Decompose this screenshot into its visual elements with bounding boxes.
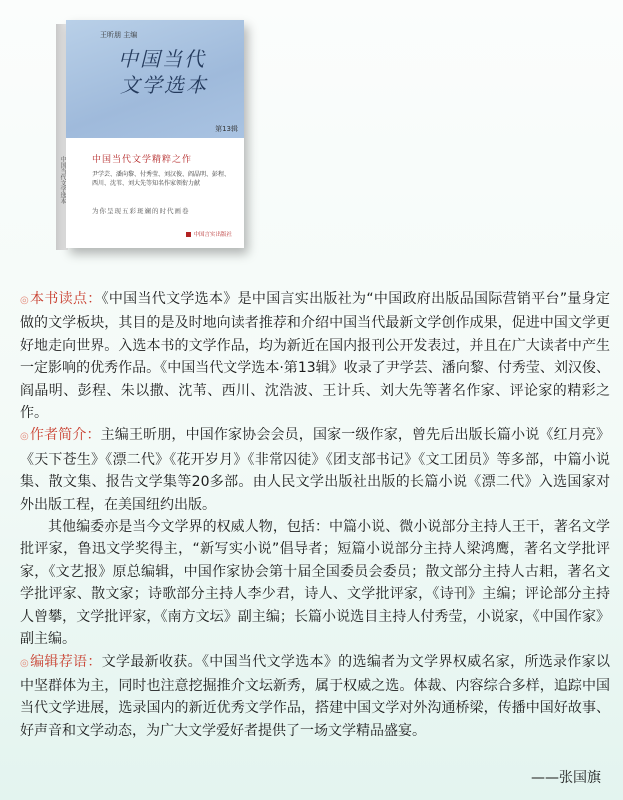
author-intro-label: 作者简介： (29, 427, 101, 444)
description-content (20, 288, 610, 742)
book-publisher: 中国言实出版社 (186, 230, 232, 238)
bullet-dot-icon: ◎ (20, 295, 30, 306)
bullet-dot-icon: ◎ (20, 657, 30, 669)
highlights-paragraph (20, 288, 610, 424)
author-intro-text: 主编王昕朋，中国作家协会会员，国家一级作家，曾先后出版长篇小说《红月亮》《天下苍生》《漂二代》《花开岁月》《非常囚徒》《团支部书记》《文工团员》等多部，中篇小说集、散文集、报告文学集等20多部。由人民文学出版社出版的长篇小说《漂二代》入选国家对外出版工程，在美国纽约出版。 (20, 427, 611, 513)
spine-text: 中国当代文学选本 (59, 156, 66, 204)
book-cover (56, 20, 248, 252)
book-subtitle: 中国当代文学精粹之作 (92, 155, 193, 165)
author-intro-paragraph (20, 424, 610, 516)
book-title-line2: 文学选本 (120, 73, 208, 97)
book-title (118, 46, 238, 98)
highlights-text: 《中国当代文学选本》是中国言实出版社为“中国政府出版品国际营销平台”量身定做的文学板块，其目的是及时地向读者推荐和介绍中国当代最新文学创作成果，促进中国文学更好地走向世界。入选本书的文学作品，均为新近在国内报刊公开发表过，并且在广大读者中产生一定影响的优秀作品。《中国当代文学选本·第13辑》收录了尹学芸、潘向黎、付秀莹、刘汉俊、阎晶明、彭程、朱以撒、沈苇、西川、沈浩波、王计兵、刘大先等著名作家、评论家的精彩之作。 (20, 291, 610, 422)
highlights-label: 本书读点： (30, 291, 102, 307)
bullet-dot-icon: ◎ (20, 431, 29, 443)
signature: ——张国旗 (531, 770, 601, 786)
book-author-list: 尹学芸、潘向黎、付秀莹、刘汉俊、阎晶明、彭程、西川、沈苇、刘大先等知名作家领衔力献 (92, 171, 231, 187)
book-author: 王昕朋 主编 (100, 31, 138, 39)
book-title-line1: 中国当代 (118, 47, 206, 71)
book-front (66, 20, 244, 248)
recommendation-label: 编辑荐语： (30, 653, 102, 670)
editors-paragraph: 其他编委亦是当今文学界的权威人物，包括：中篇小说、微小说部分主持人王干，著名文学批评家，鲁迅文学奖得主，“新写实小说”倡导者；短篇小说部分主持人梁鸿鹰，著名文学批评家，《文艺报》原总编辑，中国作家协会第十届全国委员会委员；散文部分主持人古耜，著名文学批评家、散文家；诗歌部分主持人李少君，诗人、文学批评家，《诗刊》主编；评论部分主持人曾攀，文学批评家，《南方文坛》副主编；长篇小说选目主持人付秀莹，小说家，《中国作家》副主编。 (20, 519, 610, 648)
recommendation-text: 文学最新收获。《中国当代文学选本》的选编者为文学界权威名家，所选录作家以中坚群体为主，同时也注意挖掘推介文坛新秀，属于权威之选。体裁、内容综合多样，追踪中国当代文学进展，选录国内的新近优秀文学作品，搭建中国文学对外沟通桥梁，传播中国好故事、好声音和文学动态，为广大文学爱好者提供了一场文学精品盛宴。 (20, 653, 611, 739)
recommendation-paragraph (20, 651, 610, 743)
book-volume: 第13辑 (215, 125, 238, 133)
book-slogan: 为你呈现五彩斑斓的时代画卷 (92, 207, 190, 215)
